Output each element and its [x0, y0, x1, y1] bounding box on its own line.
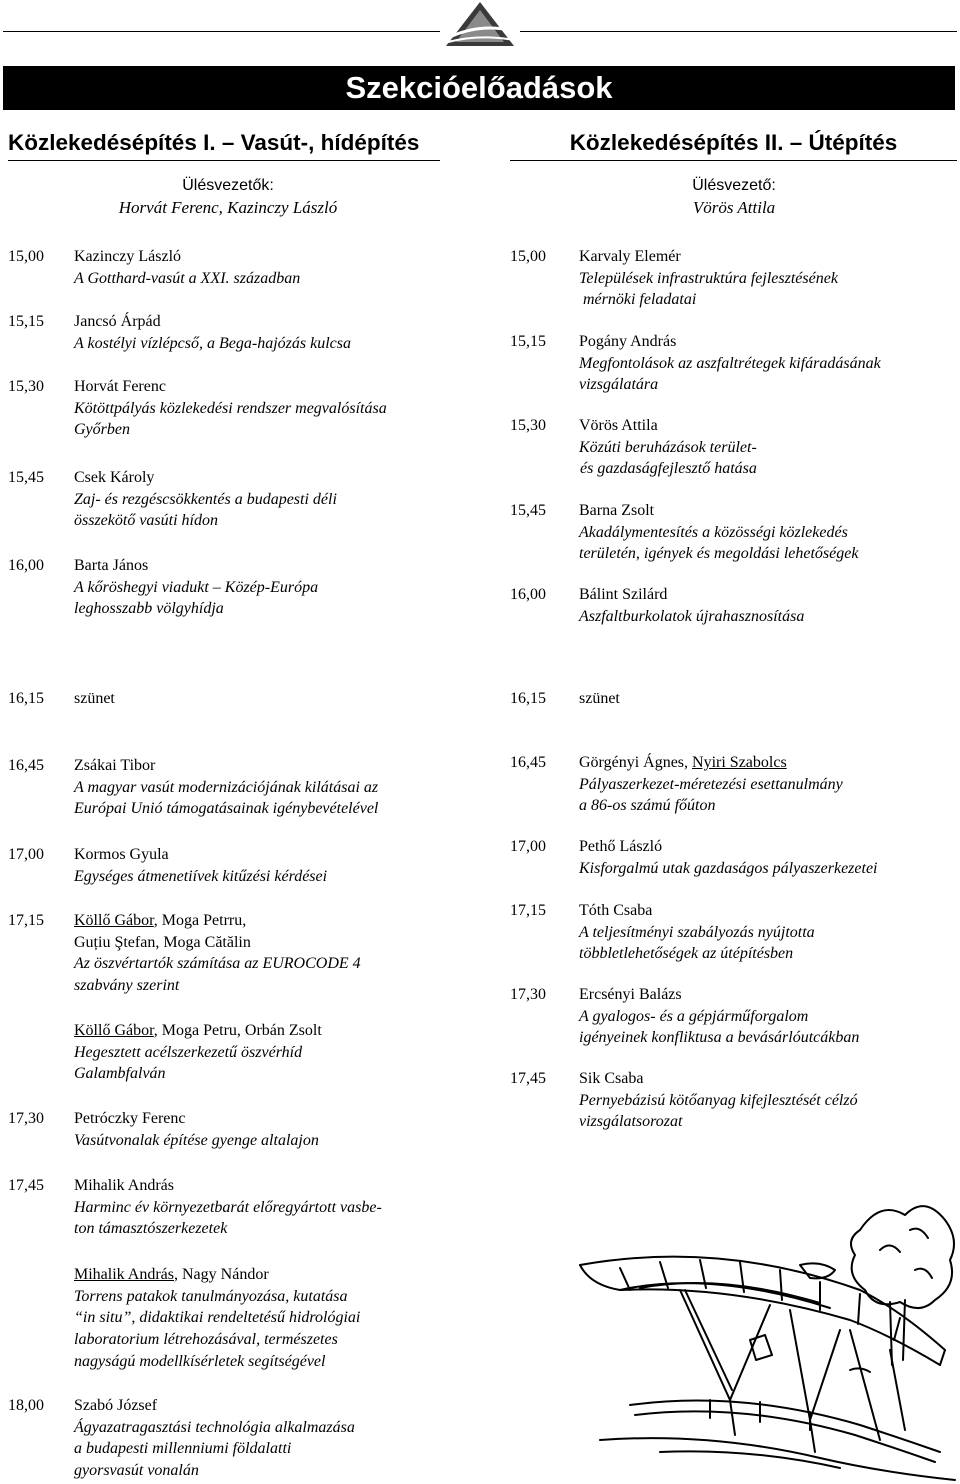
entry-time: 16,45	[510, 754, 546, 771]
entry-time: 15,45	[510, 502, 546, 519]
entry-author-cont: Guțiu Ştefan, Moga Cătălin	[74, 933, 251, 951]
entry-time: 15,45	[8, 469, 44, 486]
coauthors: Görgényi Ágnes,	[579, 754, 693, 771]
entry-author: Szabó József	[74, 1397, 158, 1414]
entry-title: Harminc év környezetbarát előregyártott vasbe-	[74, 1198, 382, 1216]
entry-author: Zsákai Tibor	[74, 757, 156, 774]
entry-author	[74, 910, 361, 932]
section-left	[8, 130, 448, 1480]
entry-title: Európai Unió támogatásainak igénybevételével	[74, 800, 379, 818]
entry-title: leghosszabb völgyhídja	[74, 600, 224, 618]
chair-names: Horvát Ferenc, Kazinczy László	[118, 198, 338, 217]
entry-title: a 86-os számú főúton	[579, 797, 716, 815]
presenter-name: Mihalik András	[74, 1266, 174, 1283]
entry-title: összekötő vasúti hídon	[74, 512, 218, 530]
entry-author: Pethő László	[579, 838, 663, 855]
presenter-name: Köllő Gábor	[74, 912, 154, 929]
entry-author: Barta János	[74, 557, 149, 574]
entry-title: Zaj- és rezgéscsökkentés a budapesti déli	[74, 490, 337, 508]
entry-author: Vörös Attila	[579, 417, 658, 434]
entry-title: Települések infrastruktúra fejlesztésének	[579, 269, 838, 287]
entry-title: Torrens patakok tanulmányozása, kutatása	[74, 1287, 348, 1305]
coauthors: , Moga Petrru,	[153, 912, 247, 929]
entry-author: Petróczky Ferenc	[74, 1110, 186, 1127]
entry-author	[579, 752, 843, 774]
entry-title: gyorsvasút vonalán	[74, 1462, 199, 1480]
entry-title: területén, igények és megoldási lehetőségek	[579, 545, 859, 563]
entry-title: A Gotthard-vasút a XXI. században	[74, 269, 301, 287]
entry-title: Pályaszerkezet-méretezési esettanulmány	[579, 775, 843, 793]
entry-time: 17,30	[8, 1110, 44, 1127]
entry-title: A kőröshegyi viadukt – Közép-Európa	[74, 578, 319, 596]
entry-title: igényeinek konfliktusa a bevásárlóutcákban	[579, 1029, 860, 1047]
entry-time: 15,00	[8, 248, 44, 265]
entry-author: Kazinczy László	[74, 248, 182, 265]
section-right	[510, 130, 958, 1131]
entry-author	[74, 1020, 322, 1042]
entry-title: Ágyazatragasztási technológia alkalmazása	[74, 1418, 355, 1436]
entry-time: 17,45	[8, 1177, 44, 1194]
entry-title: Aszfaltburkolatok újrahasznosítása	[579, 607, 805, 625]
entry-title: Egységes átmenetiívek kitűzési kérdései	[74, 867, 328, 885]
entry-author: Bálint Szilárd	[579, 586, 668, 603]
section-right-chairs	[510, 175, 958, 219]
entry-title: és gazdaságfejlesztő hatása	[580, 460, 757, 478]
section-right-title: Közlekedésépítés II. – Útépítés	[510, 130, 957, 161]
entry-author: Mihalik András	[74, 1177, 174, 1194]
entry-break: szünet	[74, 690, 115, 707]
entry-break: szünet	[579, 690, 620, 707]
entry-author: Barna Zsolt	[579, 502, 655, 519]
entry-time: 15,15	[8, 313, 44, 330]
entry-title: Megfontolások az aszfaltrétegek kifáradásának	[579, 354, 881, 372]
entry-title: szabvány szerint	[74, 977, 180, 995]
entry-title: A magyar vasút modernizációjának kilátásai az	[74, 778, 379, 796]
entry-title: Akadálymentesítés a közösségi közlekedés	[579, 523, 848, 541]
entry-title: Kötöttpályás közlekedési rendszer megvalósítása	[74, 399, 387, 417]
entry-title: Kisforgalmú utak gazdaságos pályaszerkezetei	[579, 859, 878, 877]
presenter-name: Köllő Gábor	[74, 1022, 154, 1039]
entry-time: 17,00	[510, 838, 546, 855]
entry-time: 15,15	[510, 333, 546, 350]
entry-time: 15,00	[510, 248, 546, 265]
entry-title: Galambfalván	[74, 1065, 166, 1083]
entry-time: 16,45	[8, 757, 44, 774]
logo-icon	[440, 0, 520, 52]
entry-author: Ercsényi Balázs	[579, 986, 682, 1003]
entry-time: 15,30	[510, 417, 546, 434]
entry-time: 17,30	[510, 986, 546, 1003]
entry-author	[74, 1264, 360, 1286]
entry-time: 17,45	[510, 1070, 546, 1087]
page-banner: Szekcióelőadások	[3, 66, 955, 110]
chair-names: Vörös Attila	[692, 198, 776, 217]
entry-author: Jancsó Árpád	[74, 313, 161, 330]
entry-title: nagyságú modellkísérletek segítségével	[74, 1352, 326, 1370]
entry-time: 15,30	[8, 378, 44, 395]
entry-title: A gyalogos- és a gépjárműforgalom	[579, 1007, 809, 1025]
entry-author: Sik Csaba	[579, 1070, 644, 1087]
entry-title: Győrben	[74, 421, 130, 439]
entry-title: többletlehetőségek az útépítésben	[579, 945, 794, 963]
entry-title: vizsgálatára	[579, 376, 659, 394]
entry-title: a budapesti millenniumi földalatti	[74, 1440, 292, 1458]
presenter-name: Nyiri Szabolcs	[692, 754, 787, 771]
entry-title: Közúti beruházások terület-	[579, 438, 757, 456]
entry-author: Tóth Csaba	[579, 902, 653, 919]
entry-author: Karvaly Elemér	[579, 248, 681, 265]
building-illustration	[560, 1190, 960, 1484]
entry-title: laboratorium létrehozásával, természetes	[74, 1331, 338, 1349]
header-rule-left	[3, 31, 440, 32]
entry-time: 16,15	[510, 690, 546, 707]
entry-author: Pogány András	[579, 333, 677, 350]
entry-title: Pernyebázisú kötőanyag kifejlesztését célzó	[579, 1091, 858, 1109]
coauthors: , Moga Petru, Orbán Zsolt	[153, 1022, 322, 1039]
entry-title: “in situ”, didaktikai rendeltetésű hidrológiai	[74, 1309, 361, 1327]
entry-title: Az öszvértartók számítása az EUROCODE 4	[74, 955, 361, 973]
chair-role: Ülésvezetők:	[182, 177, 274, 194]
entry-title: Vasútvonalak építése gyenge altalajon	[74, 1131, 319, 1149]
entry-title: vizsgálatsorozat	[579, 1113, 683, 1131]
chair-role: Ülésvezető:	[692, 177, 776, 194]
entry-title: A kostélyi vízlépcső, a Bega-hajózás kulcsa	[74, 334, 351, 352]
entry-title: mérnöki feladatai	[579, 291, 697, 309]
entry-author: Kormos Gyula	[74, 846, 169, 863]
header-rule-right	[520, 31, 957, 32]
entry-author: Csek Károly	[74, 469, 155, 486]
coauthors: , Nagy Nándor	[174, 1266, 269, 1283]
entry-time: 16,15	[8, 690, 44, 707]
entry-author: Horvát Ferenc	[74, 378, 166, 395]
entry-time: 16,00	[510, 586, 546, 603]
entry-title: A teljesítményi szabályozás nyújtotta	[579, 923, 815, 941]
section-left-title: Közlekedésépítés I. – Vasút-, hídépítés	[8, 130, 440, 161]
entry-title: Hegesztett acélszerkezetű öszvérhíd	[74, 1043, 303, 1061]
entry-time: 17,15	[8, 912, 44, 929]
entry-time: 18,00	[8, 1397, 44, 1414]
entry-time: 16,00	[8, 557, 44, 574]
entry-title: ton támasztószerkezetek	[74, 1220, 228, 1238]
entry-time: 17,15	[510, 902, 546, 919]
entry-time: 17,00	[8, 846, 44, 863]
section-left-chairs	[8, 175, 448, 219]
